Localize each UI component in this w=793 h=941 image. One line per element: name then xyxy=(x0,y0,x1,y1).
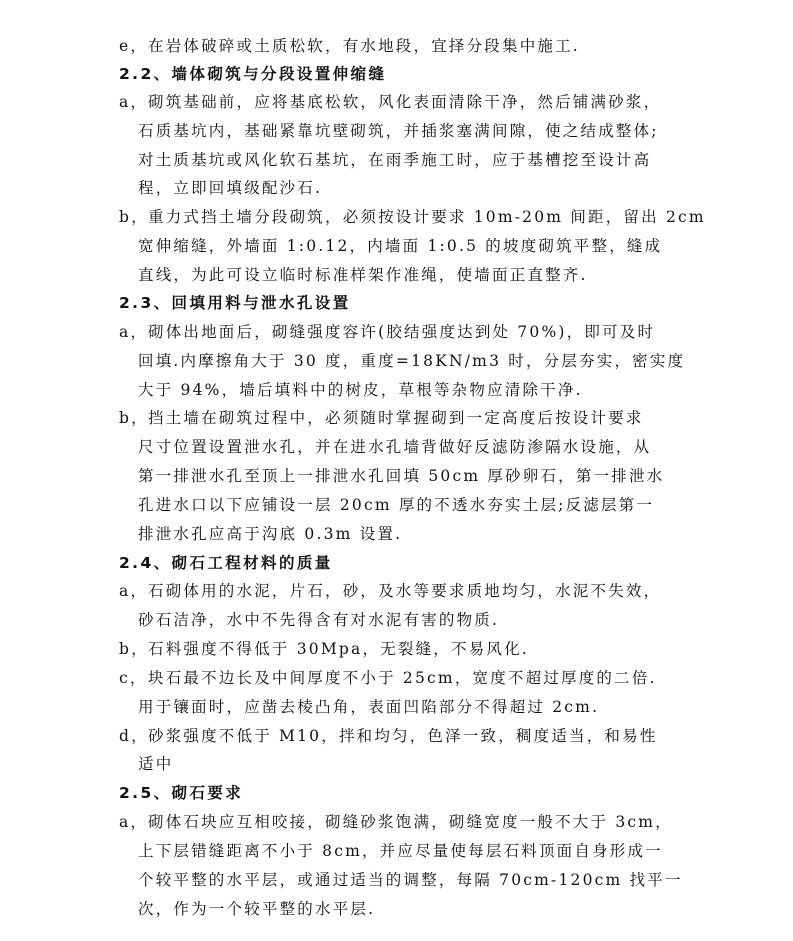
paragraph-text: 适中 xyxy=(138,755,174,773)
list-item-marker: a， xyxy=(119,582,149,600)
paragraph-text: 石料强度不得低于 30Mpa，无裂缝，不易风化. xyxy=(148,640,529,658)
paragraph-text: 块石最不边长及中间厚度不小于 25cm，宽度不超过厚度的二倍. xyxy=(148,669,657,687)
paragraph-text: 挡土墙在砌筑过程中，必须随时掌握砌到一定高度后按设计要求 xyxy=(148,409,644,427)
paragraph-text: 宽伸缩缝，外墙面 1:0.12，内墙面 1:0.5 的坡度砌筑平整，缝成 xyxy=(138,237,663,255)
list-item-marker: b， xyxy=(119,640,149,658)
list-item-marker: e， xyxy=(119,37,149,55)
list-item-marker: b， xyxy=(119,208,149,226)
section-heading-text: 2.3、回填用料与泄水孔设置 xyxy=(119,294,351,312)
paragraph-text: 砌筑基础前，应将基底松软，风化表面清除干净，然后铺满砂浆， xyxy=(148,93,662,111)
paragraph-text: 上下层错缝距离不小于 8cm，并应尽量使每层石料顶面自身形成一 xyxy=(138,842,663,860)
list-item-marker: b， xyxy=(119,409,149,427)
paragraph-text: 个较平整的水平层，或通过适当的调整，每隔 70cm-120cm 找平一 xyxy=(138,871,683,889)
paragraph-text: 石砌体用的水泥，片石，砂，及水等要求质地均匀，水泥不失效， xyxy=(148,582,662,600)
paragraph-text: 重力式挡土墙分段砌筑，必须按设计要求 10m-20m 间距，留出 2cm xyxy=(148,208,706,226)
paragraph-text: 在岩体破碎或土质松软，有水地段，宜择分段集中施工. xyxy=(148,37,580,55)
paragraph-text: 大于 94%，墙后填料中的树皮，草根等杂物应清除干净. xyxy=(138,381,583,399)
list-item-marker: a， xyxy=(119,323,149,341)
list-item-marker: a， xyxy=(119,813,149,831)
paragraph-text: 砌体石块应互相咬接，砌缝砂浆饱满，砌缝宽度一般不大于 3cm， xyxy=(148,813,673,831)
paragraph-text: 砌体出地面后，砌缝强度容许(胶结强度达到处 70%)，即可及时 xyxy=(148,323,656,341)
paragraph-text: 程，立即回填级配沙石. xyxy=(138,179,323,197)
list-item-marker: a， xyxy=(119,93,149,111)
list-item-marker: c， xyxy=(119,669,148,687)
paragraph-text: 次，作为一个较平整的水平层. xyxy=(138,900,376,918)
section-heading-text: 2.5、砌石要求 xyxy=(119,784,244,802)
paragraph-text: 孔进水口以下应铺设一层 20cm 厚的不透水夯实土层;反滤层第一 xyxy=(138,496,655,514)
paragraph-text: 用于镶面时，应凿去棱凸角，表面凹陷部分不得超过 2cm. xyxy=(138,698,600,716)
paragraph-text: 砂浆强度不低于 M10，拌和均匀，色泽一致，稠度适当，和易性 xyxy=(148,727,658,745)
paragraph-text: 排泄水孔应高于沟底 0.3m 设置. xyxy=(138,525,403,543)
paragraph-text: 直线，为此可设立临时标准样架作准绳，使墙面正直整齐. xyxy=(138,266,588,284)
paragraph-text: 第一排泄水孔至顶上一排泄水孔回填 50cm 厚砂卵石，第一排泄水 xyxy=(138,467,665,485)
paragraph-text: 尺寸位置设置泄水孔，并在进水孔墙背做好反滤防渗隔水设施，从 xyxy=(138,438,652,456)
paragraph-text: 回填.内摩擦角大于 30 度，重度=18KN/m3 时，分层夯实，密实度 xyxy=(138,352,686,370)
list-item-marker: d， xyxy=(119,727,149,745)
paragraph-text: 对土质基坑或风化软石基坑，在雨季施工时，应于基槽挖至设计高 xyxy=(138,151,652,169)
paragraph-text: 砂石洁净，水中不先得含有对水泥有害的物质. xyxy=(138,611,500,629)
paragraph-text: 石质基坑内，基础紧靠坑壁砌筑，并插浆塞满间隙，使之结成整体; xyxy=(138,122,659,140)
section-heading-text: 2.4、砌石工程材料的质量 xyxy=(119,554,333,572)
section-heading-text: 2.2、墙体砌筑与分段设置伸缩缝 xyxy=(119,65,387,83)
